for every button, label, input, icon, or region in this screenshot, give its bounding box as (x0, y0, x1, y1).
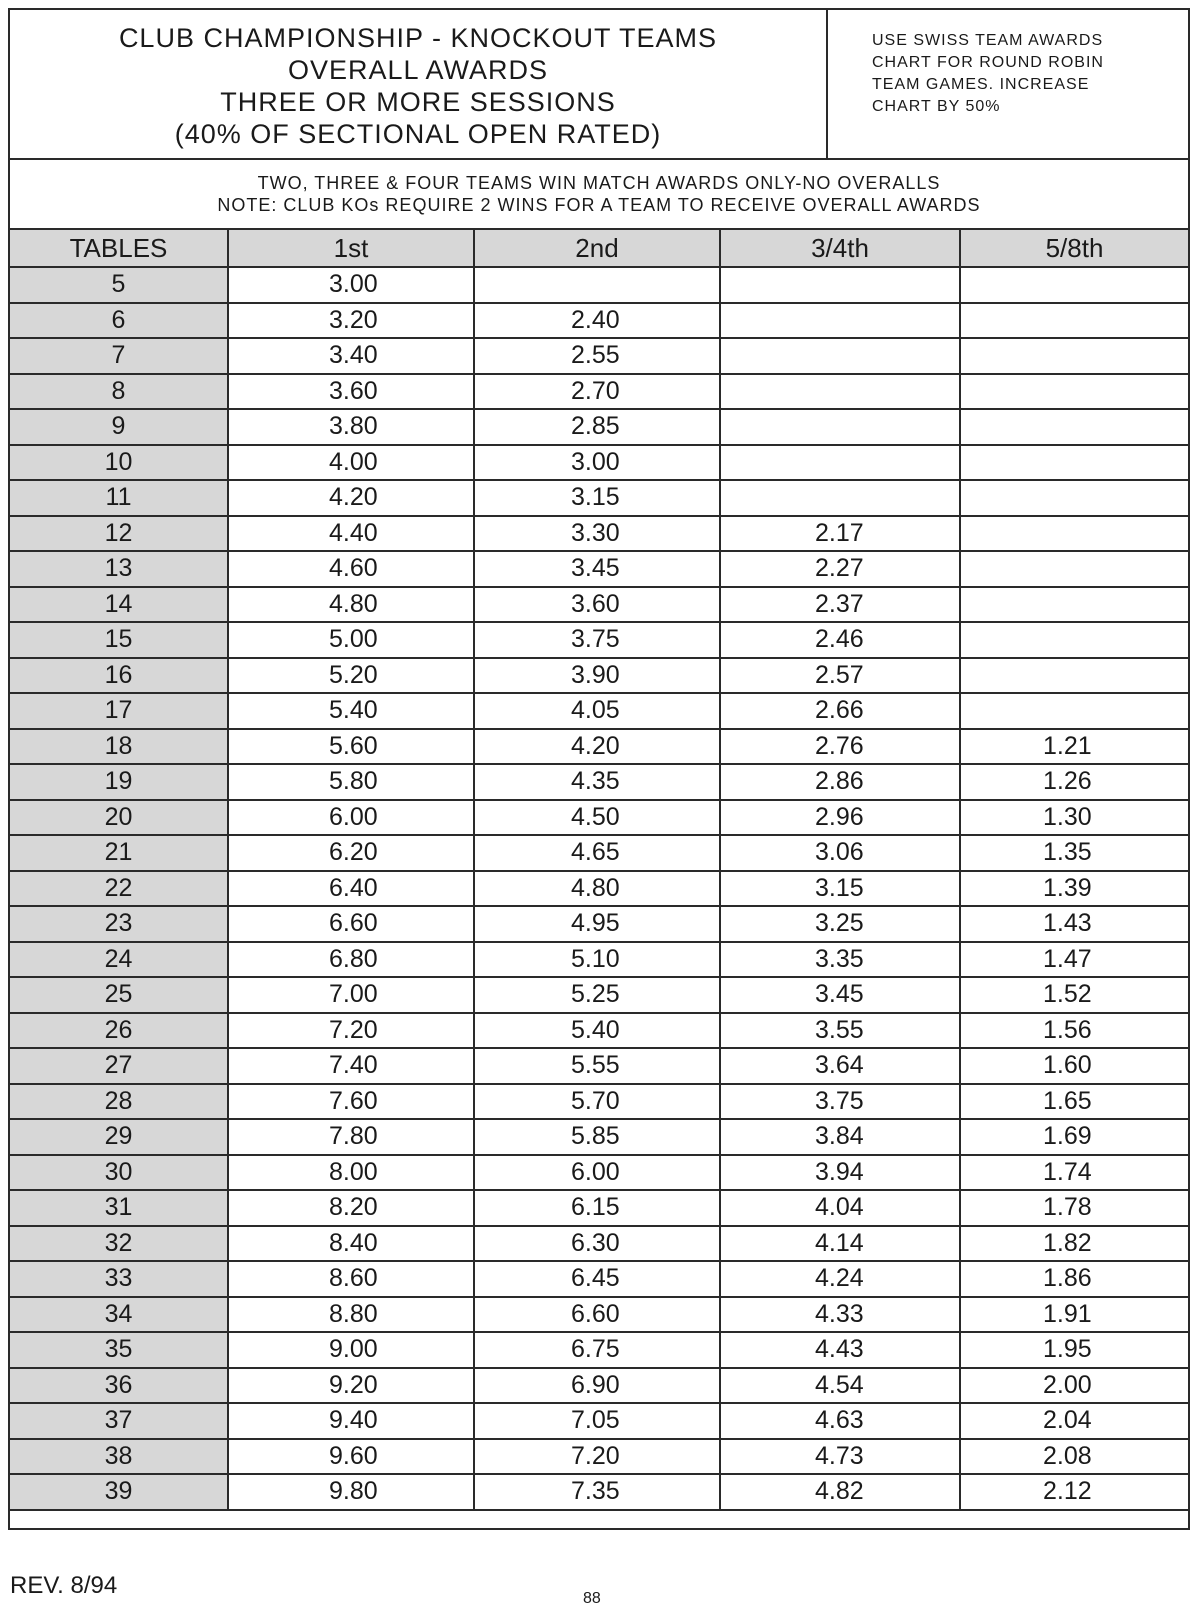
table-row (10, 338, 1188, 374)
cell-1st: 4.20 (228, 480, 474, 516)
cell-tables: 30 (10, 1155, 228, 1191)
cell-5-8th: 1.78 (960, 1190, 1188, 1226)
cell-5-8th (960, 445, 1188, 481)
cell-tables: 6 (10, 303, 228, 339)
cell-5-8th: 1.86 (960, 1261, 1188, 1297)
cell-3-4th: 2.76 (720, 729, 960, 765)
cell-3-4th: 4.82 (720, 1474, 960, 1510)
cell-1st: 4.40 (228, 516, 474, 552)
cell-3-4th: 3.35 (720, 942, 960, 978)
cell-1st: 7.40 (228, 1048, 474, 1084)
cell-2nd: 3.30 (474, 516, 720, 552)
column-header-2nd: 2nd (474, 230, 720, 267)
cell-1st: 9.40 (228, 1403, 474, 1439)
cell-2nd: 6.45 (474, 1261, 720, 1297)
table-row (10, 267, 1188, 303)
cell-1st: 5.60 (228, 729, 474, 765)
cell-2nd: 5.70 (474, 1084, 720, 1120)
notes-box (10, 160, 1188, 230)
cell-5-8th (960, 587, 1188, 623)
cell-1st: 5.20 (228, 658, 474, 694)
table-row (10, 1048, 1188, 1084)
title-line: (40% OF SECTIONAL OPEN RATED) (174, 119, 662, 149)
cell-5-8th: 1.65 (960, 1084, 1188, 1120)
cell-tables: 21 (10, 835, 228, 871)
cell-tables: 32 (10, 1226, 228, 1262)
cell-1st: 9.60 (228, 1439, 474, 1475)
cell-tables: 12 (10, 516, 228, 552)
cell-2nd: 4.20 (474, 729, 720, 765)
cell-3-4th: 2.46 (720, 622, 960, 658)
table-row (10, 1332, 1188, 1368)
table-row (10, 480, 1188, 516)
cell-5-8th: 2.08 (960, 1439, 1188, 1475)
cell-3-4th (720, 267, 960, 303)
side-note-box (828, 10, 1188, 158)
cell-tables: 36 (10, 1368, 228, 1404)
table-row (10, 1403, 1188, 1439)
cell-2nd: 6.60 (474, 1297, 720, 1333)
table-row (10, 1297, 1188, 1333)
cell-3-4th: 3.45 (720, 977, 960, 1013)
table-row (10, 1084, 1188, 1120)
cell-tables: 38 (10, 1439, 228, 1475)
cell-3-4th: 2.37 (720, 587, 960, 623)
cell-3-4th (720, 480, 960, 516)
cell-tables: 5 (10, 267, 228, 303)
table-row (10, 303, 1188, 339)
cell-1st: 7.60 (228, 1084, 474, 1120)
cell-tables: 9 (10, 409, 228, 445)
title-line: THREE OR MORE SESSIONS (220, 87, 616, 117)
cell-tables: 15 (10, 622, 228, 658)
cell-tables: 14 (10, 587, 228, 623)
cell-1st: 8.20 (228, 1190, 474, 1226)
cell-1st: 9.20 (228, 1368, 474, 1404)
side-note: USE SWISS TEAM AWARDS CHART FOR ROUND ROBIN TEAM GAMES. INCREASE CHART BY 50% (872, 32, 1104, 115)
cell-5-8th: 1.69 (960, 1119, 1188, 1155)
table-header-row (10, 230, 1188, 267)
cell-5-8th: 1.60 (960, 1048, 1188, 1084)
cell-2nd: 4.95 (474, 906, 720, 942)
cell-tables: 20 (10, 800, 228, 836)
cell-3-4th (720, 338, 960, 374)
cell-2nd: 2.55 (474, 338, 720, 374)
cell-2nd: 3.60 (474, 587, 720, 623)
table-row (10, 764, 1188, 800)
cell-1st: 5.00 (228, 622, 474, 658)
table-row (10, 871, 1188, 907)
cell-3-4th: 3.84 (720, 1119, 960, 1155)
column-header-1st: 1st (228, 230, 474, 267)
cell-3-4th (720, 303, 960, 339)
cell-3-4th: 4.63 (720, 1403, 960, 1439)
title-line: OVERALL AWARDS (287, 55, 549, 85)
cell-5-8th (960, 551, 1188, 587)
cell-tables: 26 (10, 1013, 228, 1049)
table-body (10, 267, 1188, 1510)
table-row (10, 977, 1188, 1013)
cell-2nd: 6.15 (474, 1190, 720, 1226)
column-header-tables: TABLES (10, 230, 228, 267)
cell-2nd: 4.65 (474, 835, 720, 871)
cell-3-4th: 4.24 (720, 1261, 960, 1297)
cell-1st: 8.40 (228, 1226, 474, 1262)
cell-3-4th (720, 374, 960, 410)
cell-2nd: 2.85 (474, 409, 720, 445)
cell-1st: 5.80 (228, 764, 474, 800)
table-row (10, 658, 1188, 694)
title-line: CLUB CHAMPIONSHIP - KNOCKOUT TEAMS (118, 23, 718, 53)
cell-1st: 8.60 (228, 1261, 474, 1297)
note-line: NOTE: CLUB KOs REQUIRE 2 WINS FOR A TEAM TO RECEIVE OVERALL AWARDS (217, 195, 981, 215)
cell-3-4th: 2.17 (720, 516, 960, 552)
cell-5-8th (960, 516, 1188, 552)
table-row (10, 835, 1188, 871)
cell-3-4th: 3.55 (720, 1013, 960, 1049)
cell-3-4th: 2.66 (720, 693, 960, 729)
cell-2nd: 3.75 (474, 622, 720, 658)
cell-5-8th: 1.56 (960, 1013, 1188, 1049)
cell-2nd: 3.00 (474, 445, 720, 481)
cell-5-8th: 1.30 (960, 800, 1188, 836)
cell-5-8th (960, 338, 1188, 374)
cell-5-8th: 1.52 (960, 977, 1188, 1013)
cell-3-4th (720, 445, 960, 481)
table-row (10, 906, 1188, 942)
cell-1st: 4.60 (228, 551, 474, 587)
table-row (10, 1190, 1188, 1226)
cell-5-8th: 1.39 (960, 871, 1188, 907)
table-row (10, 516, 1188, 552)
cell-5-8th (960, 693, 1188, 729)
cell-2nd: 2.70 (474, 374, 720, 410)
cell-3-4th: 4.54 (720, 1368, 960, 1404)
cell-2nd: 5.85 (474, 1119, 720, 1155)
cell-5-8th: 1.26 (960, 764, 1188, 800)
cell-5-8th (960, 267, 1188, 303)
cell-2nd: 4.80 (474, 871, 720, 907)
table-row (10, 1155, 1188, 1191)
cell-1st: 6.80 (228, 942, 474, 978)
cell-2nd: 4.05 (474, 693, 720, 729)
cell-2nd: 6.90 (474, 1368, 720, 1404)
cell-tables: 11 (10, 480, 228, 516)
table-row (10, 1474, 1188, 1510)
cell-tables: 34 (10, 1297, 228, 1333)
table-row (10, 1439, 1188, 1475)
cell-3-4th: 2.86 (720, 764, 960, 800)
cell-1st: 3.00 (228, 267, 474, 303)
cell-1st: 3.20 (228, 303, 474, 339)
cell-1st: 7.00 (228, 977, 474, 1013)
page-number: 88 (583, 1590, 601, 1607)
table-row (10, 587, 1188, 623)
cell-3-4th (720, 409, 960, 445)
cell-tables: 35 (10, 1332, 228, 1368)
cell-3-4th: 3.64 (720, 1048, 960, 1084)
cell-1st: 4.00 (228, 445, 474, 481)
table-row (10, 800, 1188, 836)
cell-1st: 7.20 (228, 1013, 474, 1049)
cell-3-4th: 3.25 (720, 906, 960, 942)
cell-tables: 22 (10, 871, 228, 907)
cell-1st: 3.80 (228, 409, 474, 445)
table-row (10, 1013, 1188, 1049)
cell-3-4th: 3.06 (720, 835, 960, 871)
cell-3-4th: 4.43 (720, 1332, 960, 1368)
cell-5-8th: 1.95 (960, 1332, 1188, 1368)
cell-3-4th: 2.96 (720, 800, 960, 836)
cell-tables: 13 (10, 551, 228, 587)
cell-2nd: 5.10 (474, 942, 720, 978)
cell-3-4th: 4.73 (720, 1439, 960, 1475)
cell-1st: 5.40 (228, 693, 474, 729)
cell-1st: 6.20 (228, 835, 474, 871)
cell-1st: 6.40 (228, 871, 474, 907)
revision-label: REV. 8/94 (10, 1572, 118, 1599)
cell-5-8th (960, 622, 1188, 658)
table-row (10, 1226, 1188, 1262)
cell-5-8th: 2.04 (960, 1403, 1188, 1439)
cell-1st: 3.60 (228, 374, 474, 410)
cell-tables: 37 (10, 1403, 228, 1439)
cell-1st: 4.80 (228, 587, 474, 623)
table-row (10, 729, 1188, 765)
cell-1st: 6.00 (228, 800, 474, 836)
cell-3-4th: 4.14 (720, 1226, 960, 1262)
cell-3-4th: 3.15 (720, 871, 960, 907)
cell-tables: 18 (10, 729, 228, 765)
cell-tables: 27 (10, 1048, 228, 1084)
cell-5-8th: 1.21 (960, 729, 1188, 765)
cell-tables: 16 (10, 658, 228, 694)
cell-5-8th: 1.74 (960, 1155, 1188, 1191)
cell-tables: 19 (10, 764, 228, 800)
cell-tables: 39 (10, 1474, 228, 1510)
cell-2nd: 4.50 (474, 800, 720, 836)
cell-1st: 9.00 (228, 1332, 474, 1368)
table-row (10, 622, 1188, 658)
note-line: TWO, THREE & FOUR TEAMS WIN MATCH AWARDS ONLY-NO OVERALLS (257, 173, 941, 193)
cell-1st: 7.80 (228, 1119, 474, 1155)
awards-chart (8, 8, 1190, 1530)
cell-2nd (474, 267, 720, 303)
cell-5-8th: 1.43 (960, 906, 1188, 942)
cell-2nd: 3.45 (474, 551, 720, 587)
cell-3-4th: 2.57 (720, 658, 960, 694)
awards-table (10, 230, 1188, 1511)
cell-1st: 8.00 (228, 1155, 474, 1191)
cell-5-8th: 1.47 (960, 942, 1188, 978)
cell-tables: 31 (10, 1190, 228, 1226)
table-row (10, 445, 1188, 481)
cell-1st: 8.80 (228, 1297, 474, 1333)
cell-1st: 3.40 (228, 338, 474, 374)
table-row (10, 551, 1188, 587)
cell-2nd: 5.40 (474, 1013, 720, 1049)
cell-2nd: 6.00 (474, 1155, 720, 1191)
cell-2nd: 4.35 (474, 764, 720, 800)
cell-5-8th: 2.00 (960, 1368, 1188, 1404)
cell-5-8th: 1.82 (960, 1226, 1188, 1262)
cell-5-8th: 1.91 (960, 1297, 1188, 1333)
cell-2nd: 7.20 (474, 1439, 720, 1475)
cell-tables: 33 (10, 1261, 228, 1297)
cell-5-8th (960, 409, 1188, 445)
cell-5-8th (960, 480, 1188, 516)
cell-2nd: 6.30 (474, 1226, 720, 1262)
cell-2nd: 3.90 (474, 658, 720, 694)
cell-5-8th: 1.35 (960, 835, 1188, 871)
cell-2nd: 6.75 (474, 1332, 720, 1368)
column-header-5-8th: 5/8th (960, 230, 1188, 267)
column-header-3-4th: 3/4th (720, 230, 960, 267)
cell-3-4th: 4.04 (720, 1190, 960, 1226)
chart-title (10, 10, 828, 158)
cell-tables: 29 (10, 1119, 228, 1155)
cell-tables: 8 (10, 374, 228, 410)
chart-header (10, 10, 1188, 160)
table-row (10, 409, 1188, 445)
cell-1st: 9.80 (228, 1474, 474, 1510)
cell-tables: 24 (10, 942, 228, 978)
cell-1st: 6.60 (228, 906, 474, 942)
cell-2nd: 3.15 (474, 480, 720, 516)
table-row (10, 1368, 1188, 1404)
cell-tables: 10 (10, 445, 228, 481)
cell-5-8th: 2.12 (960, 1474, 1188, 1510)
cell-2nd: 2.40 (474, 303, 720, 339)
cell-tables: 7 (10, 338, 228, 374)
table-row (10, 942, 1188, 978)
cell-5-8th (960, 374, 1188, 410)
cell-5-8th (960, 658, 1188, 694)
cell-2nd: 5.25 (474, 977, 720, 1013)
cell-2nd: 5.55 (474, 1048, 720, 1084)
table-row (10, 1261, 1188, 1297)
cell-3-4th: 3.94 (720, 1155, 960, 1191)
cell-5-8th (960, 303, 1188, 339)
cell-3-4th: 2.27 (720, 551, 960, 587)
cell-2nd: 7.35 (474, 1474, 720, 1510)
table-row (10, 693, 1188, 729)
cell-3-4th: 4.33 (720, 1297, 960, 1333)
cell-3-4th: 3.75 (720, 1084, 960, 1120)
cell-tables: 23 (10, 906, 228, 942)
cell-tables: 25 (10, 977, 228, 1013)
table-row (10, 374, 1188, 410)
cell-tables: 28 (10, 1084, 228, 1120)
cell-2nd: 7.05 (474, 1403, 720, 1439)
table-row (10, 1119, 1188, 1155)
cell-tables: 17 (10, 693, 228, 729)
